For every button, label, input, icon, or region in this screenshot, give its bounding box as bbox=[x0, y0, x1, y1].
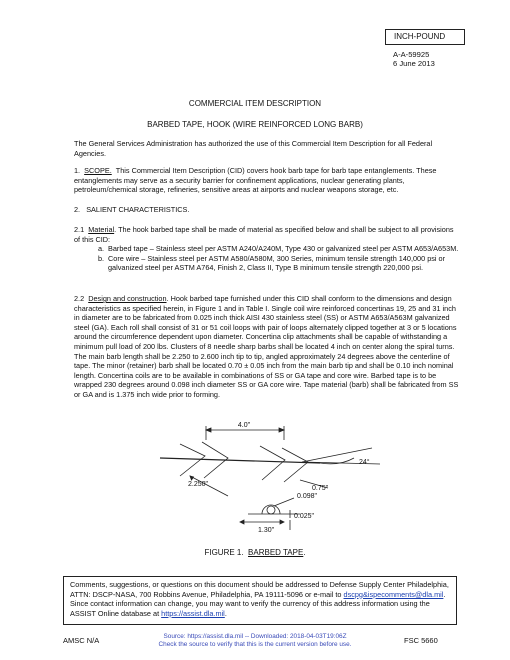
material-section bbox=[74, 225, 460, 244]
scope-text: This Commercial Item Description (CID) covers hook barb tape for barb tape entanglements. These entanglements may serve as a security barrier for confinement applications, nuclear generating plants, petroleum/chemical storage, refineries, sensitive areas at airports and nuclear weapons storage, etc. bbox=[74, 166, 437, 195]
comments-email-link[interactable]: dscpg&ispecomments@dla.mil bbox=[343, 589, 444, 599]
assist-url-link[interactable]: https://assist.dla.mil bbox=[161, 608, 225, 618]
dim-core-label: 0.098" bbox=[297, 493, 318, 500]
scope-heading: SCOPE. bbox=[84, 166, 112, 175]
material-list bbox=[98, 244, 460, 273]
dim-thick-label: 0.025" bbox=[294, 513, 315, 520]
list-item: a. Barbed tape – Stainless steel per ASTM A240/A240M, Type 430 or galvanized steel per ASTM A653/A653M. bbox=[98, 244, 459, 253]
fsc-label: FSC 5660 bbox=[404, 636, 438, 645]
barb-cluster-right bbox=[260, 446, 308, 482]
dim-top-label: 4.0" bbox=[237, 422, 251, 429]
figure-caption: FIGURE 1. BARBED TAPE. bbox=[204, 548, 306, 557]
dim-barb-label: 2.250" bbox=[188, 481, 209, 488]
scope-section bbox=[74, 166, 460, 195]
document-type-title: COMMERCIAL ITEM DESCRIPTION bbox=[188, 99, 322, 108]
dim-minor-label: 0.75" bbox=[312, 485, 329, 492]
barbed-tape-figure bbox=[150, 418, 390, 536]
amsc-label: AMSC N/A bbox=[63, 636, 100, 645]
salient-title: SALIENT CHARACTERISTICS. bbox=[86, 205, 190, 214]
document-date: 6 June 2013 bbox=[393, 59, 435, 69]
material-number: 2.1 bbox=[74, 225, 85, 234]
intro-paragraph: The General Services Administration has authorized the use of this Commercial Item Description for all Federal Agencies. bbox=[74, 139, 433, 158]
inch-pound-box bbox=[385, 29, 465, 45]
salient-number: 2. bbox=[74, 205, 81, 214]
document-title: BARBED TAPE, HOOK (WIRE REINFORCED LONG BARB) bbox=[147, 120, 363, 129]
design-section bbox=[74, 294, 460, 400]
comments-box: Comments, suggestions, or questions on this document should be addressed to Defense Supply Center Philadelphia, ATTN: DSCP-NASA, 700 Robbins Avenue, Philadelphia, PA 19111-5096 or e-mail to dscpg&ispecomments@dla.mil. Since contact information can change, you may want to verify the currency of this address information using the ASSIST Online database at https://assist.dla.mil. bbox=[63, 576, 457, 625]
document-number: A-A-59925 bbox=[393, 50, 430, 59]
scope-number: 1. bbox=[74, 166, 81, 175]
material-text: . The hook barbed tape shall be made of material as specified below and shall be subject to all provisions of this CID: bbox=[74, 225, 454, 244]
list-item: b. Core wire – Stainless steel per ASTM A580/A580M, 300 Series, minimum tensile strength 140,000 psi or galvanized steel per ASTM A764, Finish 2, Class II, Type B minimum tensile strength 220,000 psi. bbox=[98, 253, 446, 273]
salient-heading bbox=[74, 205, 460, 215]
design-heading: Design and construction bbox=[88, 294, 167, 303]
document-id-block bbox=[393, 50, 435, 68]
tape-centerline bbox=[160, 458, 320, 463]
inch-pound-label: INCH-POUND bbox=[394, 32, 446, 41]
dim-angle-label: 24° bbox=[359, 459, 370, 466]
design-text: . Hook barbed tape furnished under this CID shall conform to the dimensions and design characteristics as specified herein, in Figure 1 and in Table I. Single coil wire reinforced concertinas 19, 25 and 31 inch in diameter are to be fabricated from 0.025 inch thick AISI 430 stainless steel (SS) or ASTM A653/A563M galvanized steel (GA). Each roll shall consist of 31 or 51 coil loops with pair of loops alternately clipped together at 3 or 5 locations around the circumference dependent upon diameter. Concertina clip attachments shall be capable of withstanding a minimum pull load of 200 lbs. Clusters of 8 needle sharp barbs shall be located 4 inch on center along the spiral turns. The main barb length shall be 2.250 to 2.600 inch tip to tip, angled approximately 24 degrees above the centerline of tape. The minor (retainer) barb shall be located 0.70 ± 0.05 inch from the main barb tip and shall be 0.10 inch nominal length. Concertina coils are to be available in combinations of SS or GA tape and core wire. Barbed tape is to be wrapped 230 degrees around 0.098 inch diameter SS or GA core wire. Tape material (barb) shall be fabricated from SS or GA and is 1.375 inch wide prior to forming. bbox=[74, 294, 459, 399]
source-watermark: Source: https://assist.dla.mil -- Downloaded: 2018-04-03T19:06Z Check the source to verify that this is the current version before use. bbox=[158, 633, 352, 648]
dim-width-label: 1.30" bbox=[258, 527, 275, 534]
design-number: 2.2 bbox=[74, 294, 85, 303]
material-heading: Material bbox=[88, 225, 115, 234]
